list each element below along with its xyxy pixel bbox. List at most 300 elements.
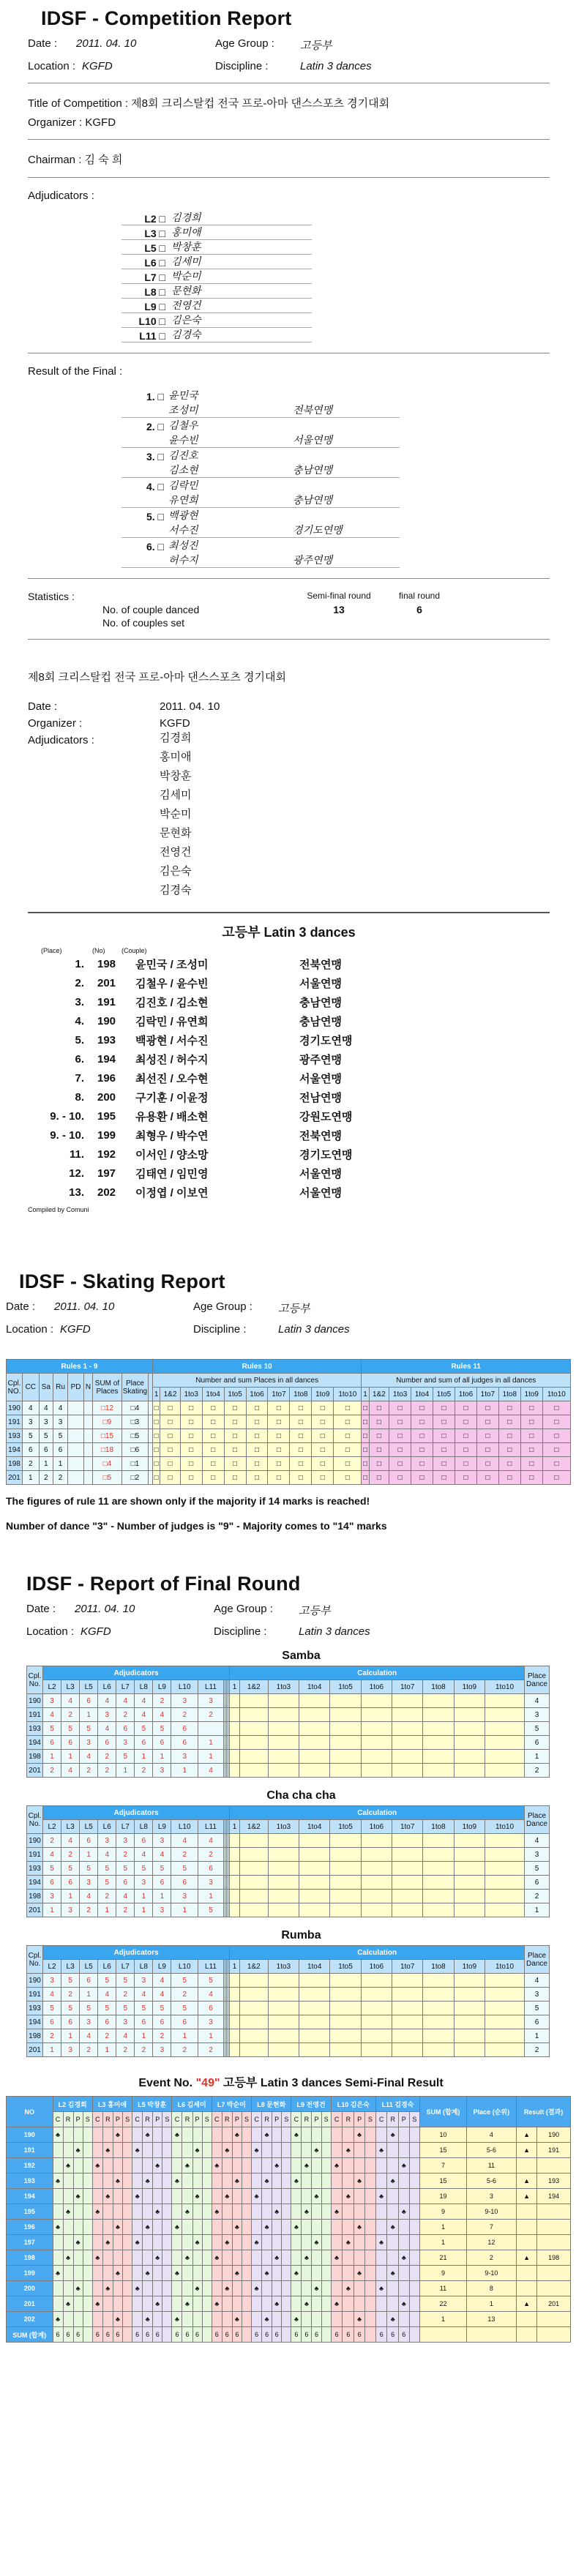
calc-col-header: 1to5 xyxy=(224,1388,246,1401)
divider xyxy=(28,578,550,579)
couple-no: 193 xyxy=(7,2174,53,2189)
mark-cell: ♣ xyxy=(73,2281,83,2296)
mark-cell xyxy=(282,2296,291,2312)
couple-no: 190 xyxy=(27,1694,43,1708)
dance-title: Samba xyxy=(282,1650,321,1662)
mark-cell xyxy=(83,2158,92,2174)
calc-cell xyxy=(239,1834,268,1848)
place-value: 5-6 xyxy=(466,2174,516,2189)
judge-mark: 3 xyxy=(80,2015,98,2029)
judge-mark: 5 xyxy=(153,1722,171,1736)
skating-age-label: Age Group : xyxy=(193,1300,253,1313)
calc-cell xyxy=(268,1736,299,1750)
judge-mark: 5 xyxy=(98,1862,116,1876)
ru-place: 1 xyxy=(53,1457,67,1471)
couple-no: 193 xyxy=(27,1862,43,1876)
rule10-cell: □ xyxy=(160,1471,180,1485)
cpl-header: Cpl. No. xyxy=(27,1806,43,1834)
result-no: 191 xyxy=(97,995,116,1008)
ru-header: Ru xyxy=(53,1374,67,1401)
mark-cell xyxy=(252,2296,262,2312)
judge-mark: 1 xyxy=(153,1890,171,1903)
calc-cell xyxy=(230,1750,240,1764)
mark-cell xyxy=(331,2189,343,2204)
lady-name: 허수지 xyxy=(168,554,198,566)
calc-cell xyxy=(330,2002,361,2015)
judge-mark: 6 xyxy=(43,1736,61,1750)
results-date-value: 2011. 04. 10 xyxy=(160,700,220,713)
rule10-cell: □ xyxy=(152,1471,160,1485)
result-couple: 이서인 / 양소망 xyxy=(135,1148,209,1161)
result-mark: ▲ xyxy=(517,2143,537,2158)
calc-cell xyxy=(361,1988,392,2002)
event-number: "49" xyxy=(195,2077,220,2089)
judge-mark: 5 xyxy=(171,2002,198,2015)
mark-cell xyxy=(212,2281,222,2296)
mark-cell xyxy=(222,2266,232,2281)
calc-cell xyxy=(268,2029,299,2043)
club-name: 경기도연맹 xyxy=(293,524,343,536)
judge-header: L9 전영건 xyxy=(291,2097,331,2112)
result-place: 4. xyxy=(75,1014,84,1027)
final-discipline-label: Discipline : xyxy=(214,1625,267,1638)
adjudicator-name: 전영건 xyxy=(171,299,201,311)
judge-header: L2 김경희 xyxy=(53,2097,92,2112)
dance-place: 2 xyxy=(525,1890,550,1903)
mark-cell xyxy=(202,2204,212,2220)
mark-cell xyxy=(92,2220,102,2235)
calc-cell xyxy=(423,1708,454,1722)
judge-mark: 5 xyxy=(98,1974,116,1988)
lady-name: 김소현 xyxy=(168,464,198,476)
adjudicator-row xyxy=(121,225,312,240)
calc-cell xyxy=(239,1974,268,1988)
calc-cell xyxy=(239,1903,268,1917)
result-no: 201 xyxy=(537,2296,571,2312)
mark-cell xyxy=(375,2174,387,2189)
mark-cell: ♣ xyxy=(192,2281,202,2296)
man-name: 윤민국 xyxy=(168,389,198,401)
discipline-value: Latin 3 dances xyxy=(300,60,372,72)
judge-mark: 2 xyxy=(116,1903,135,1917)
mark-cell xyxy=(409,2127,420,2143)
mark-cell xyxy=(398,2281,409,2296)
mark-cell xyxy=(182,2266,192,2281)
mark-cell xyxy=(262,2235,272,2250)
calc-cell xyxy=(485,2015,525,2029)
calc-cell xyxy=(423,2002,454,2015)
mark-cell xyxy=(192,2266,202,2281)
judge-mark: 6 xyxy=(135,2015,153,2029)
judge-mark: 2 xyxy=(171,1848,198,1862)
calc-cell xyxy=(330,1764,361,1778)
calc-cell xyxy=(268,1988,299,2002)
mark-cell xyxy=(172,2281,182,2296)
rule10-cell: □ xyxy=(268,1415,290,1429)
mark-cell: ♣ xyxy=(291,2127,302,2143)
mark-cell xyxy=(53,2250,63,2266)
rule11-cell: □ xyxy=(411,1429,433,1443)
mark-cell xyxy=(83,2296,92,2312)
mark-cell xyxy=(282,2235,291,2250)
couple-no: 190 xyxy=(27,1834,43,1848)
mark-cell xyxy=(365,2174,376,2189)
final-location-label: Location : xyxy=(26,1625,75,1638)
mark-cell xyxy=(113,2158,122,2174)
calc-cell xyxy=(454,1862,485,1876)
result-no: 192 xyxy=(97,1147,116,1161)
calc-cell xyxy=(299,2015,330,2029)
mark-cell xyxy=(331,2235,343,2250)
mark-cell xyxy=(83,2204,92,2220)
mark-cell xyxy=(343,2174,354,2189)
couple-no: 190 xyxy=(27,1974,43,1988)
dance-sub-header: S xyxy=(409,2112,420,2127)
mark-cell xyxy=(262,2296,272,2312)
calc-cell xyxy=(454,1890,485,1903)
judge-mark: 2 xyxy=(153,2029,171,2043)
judge-mark: 6 xyxy=(153,2015,171,2029)
mark-cell xyxy=(73,2266,83,2281)
mark-cell xyxy=(222,2174,232,2189)
mark-cell: ♣ xyxy=(212,2296,222,2312)
rule10-cell: □ xyxy=(312,1471,334,1485)
judge-mark: 6 xyxy=(80,1694,98,1708)
no-header: NO xyxy=(7,2097,53,2127)
sum-value: 9 xyxy=(420,2266,467,2281)
dance-sub-header: C xyxy=(375,2112,387,2127)
dance-place: 3 xyxy=(525,1848,550,1862)
rules10-header: Rules 10 xyxy=(152,1360,361,1374)
mark-cell xyxy=(272,2189,282,2204)
calc-cell xyxy=(299,1862,330,1876)
calc-col-header: 1to7 xyxy=(392,1680,423,1694)
mark-cell xyxy=(272,2143,282,2158)
mark-cell: ♣ xyxy=(102,2281,113,2296)
mark-cell: ♣ xyxy=(182,2250,192,2266)
calc-cell xyxy=(392,1862,423,1876)
mark-cell xyxy=(192,2158,202,2174)
mark-cell xyxy=(212,2174,222,2189)
calc-cell xyxy=(485,1848,525,1862)
adjudicator-name: 김경숙 xyxy=(171,329,201,340)
judge-mark: 3 xyxy=(153,2043,171,2057)
sum-value: 1 xyxy=(420,2312,467,2327)
mark-cell xyxy=(387,2143,399,2158)
results-rows xyxy=(28,954,550,1202)
sa-header: Sa xyxy=(39,1374,53,1401)
mark-cell xyxy=(343,2204,354,2220)
total-value: 6 xyxy=(182,2327,192,2343)
dance-sub-header: C xyxy=(53,2112,63,2127)
adjudicators-label: Adjudicators : xyxy=(28,190,94,202)
mark-cell: ♣ xyxy=(132,2281,143,2296)
mark-cell xyxy=(291,2204,302,2220)
mark-cell: ♣ xyxy=(113,2127,122,2143)
total-blank xyxy=(466,2327,516,2343)
total-value: 6 xyxy=(192,2327,202,2343)
judge-mark: 3 xyxy=(153,1834,171,1848)
calc-cell xyxy=(423,1988,454,2002)
mark-cell xyxy=(302,2220,312,2235)
sum-places: □9 xyxy=(92,1415,121,1429)
rule11-cell: □ xyxy=(476,1443,498,1457)
mark-cell xyxy=(387,2235,399,2250)
result-row xyxy=(28,973,550,992)
mark-cell xyxy=(375,2250,387,2266)
judge-code: L10 xyxy=(171,1680,198,1694)
results-title: 제8회 크리스탈컵 전국 프로-아마 댄스스포츠 경기대회 xyxy=(28,671,286,684)
mark-cell xyxy=(143,2281,153,2296)
rule11-cell: □ xyxy=(411,1401,433,1415)
calc-col-header: 1to10 xyxy=(334,1388,362,1401)
dance-sub-header: S xyxy=(282,2112,291,2127)
man-name: 백광현 xyxy=(168,509,198,521)
mark-cell xyxy=(365,2312,376,2327)
judge-mark: 5 xyxy=(153,1862,171,1876)
mark-cell xyxy=(321,2266,331,2281)
skating-table xyxy=(6,1359,571,1485)
dance-sub-header: C xyxy=(331,2112,343,2127)
adjudicator-name: 김세미 xyxy=(171,255,201,267)
calc-cell xyxy=(361,2015,392,2029)
judge-mark: 6 xyxy=(171,1876,198,1890)
mark-cell xyxy=(331,2127,343,2143)
sum-value: 10 xyxy=(420,2127,467,2143)
mark-cell xyxy=(409,2235,420,2250)
calc-cell xyxy=(268,1862,299,1876)
couple-no: 193 xyxy=(27,1722,43,1736)
mark-cell xyxy=(354,2235,365,2250)
judge-mark: 2 xyxy=(198,1848,224,1862)
skating-date: 2011. 04. 10 xyxy=(54,1300,115,1313)
competition-title: 제8회 크리스탈컵 전국 프로-아마 댄스스포츠 경기대회 xyxy=(131,97,390,110)
mark-cell xyxy=(153,2127,162,2143)
mark-cell: ♣ xyxy=(302,2158,312,2174)
calc-col-header: 1to9 xyxy=(454,1960,485,1974)
mark-cell xyxy=(202,2158,212,2174)
rule11-cell: □ xyxy=(433,1443,455,1457)
mark-cell xyxy=(365,2204,376,2220)
calc-col-header: 1to10 xyxy=(485,1960,525,1974)
result-no: 197 xyxy=(97,1167,116,1180)
mark-cell xyxy=(202,2250,212,2266)
judge-mark: 4 xyxy=(43,1848,61,1862)
mark-cell xyxy=(73,2296,83,2312)
couple-no: 200 xyxy=(7,2281,53,2296)
result-no: 194 xyxy=(97,1052,116,1066)
judge-mark: 1 xyxy=(171,2029,198,2043)
judge-mark: 4 xyxy=(98,1848,116,1862)
dance-table xyxy=(26,1666,550,1778)
place-skating: □5 xyxy=(121,1429,148,1443)
mark-cell xyxy=(132,2158,143,2174)
mark-cell xyxy=(153,2281,162,2296)
mark-cell xyxy=(365,2127,376,2143)
mark-cell xyxy=(354,2296,365,2312)
judge-mark: 6 xyxy=(116,1876,135,1890)
adjudicator-name: 김세미 xyxy=(160,789,192,801)
calc-cell xyxy=(423,2043,454,2057)
adjudicator-row xyxy=(121,269,312,284)
rule11-cell: □ xyxy=(520,1429,542,1443)
calc-cell xyxy=(454,2029,485,2043)
mark-cell xyxy=(302,2189,312,2204)
mark-cell xyxy=(354,2158,365,2174)
judge-mark: 2 xyxy=(171,1988,198,2002)
judge-mark: 5 xyxy=(135,1862,153,1876)
total-blank xyxy=(123,2327,132,2343)
mark-cell xyxy=(92,2189,102,2204)
skating-meta-1 xyxy=(6,1300,576,1316)
total-blank xyxy=(537,2327,571,2343)
rule11-cell: □ xyxy=(369,1443,389,1457)
judge-header: L10 김은숙 xyxy=(331,2097,375,2112)
sum-value: 9 xyxy=(420,2204,467,2220)
judge-mark: 2 xyxy=(198,2043,224,2057)
calc-cell xyxy=(299,1722,330,1736)
mark-cell: ♣ xyxy=(132,2189,143,2204)
compiled-by: Compiled by Comuni xyxy=(28,1206,89,1213)
rule11-cell: □ xyxy=(362,1401,369,1415)
calc-cell xyxy=(268,1903,299,1917)
mark-cell xyxy=(409,2250,420,2266)
n-place xyxy=(83,1415,92,1429)
rule11-cell: □ xyxy=(362,1457,369,1471)
mark-cell xyxy=(321,2143,331,2158)
dance-sub-header: P xyxy=(398,2112,409,2127)
mark-cell xyxy=(409,2296,420,2312)
calc-cell xyxy=(239,1708,268,1722)
mark-cell: ♣ xyxy=(113,2312,122,2327)
judge-mark: 4 xyxy=(135,1988,153,2002)
couples-set-label: No. of couples set xyxy=(102,617,185,629)
mark-cell xyxy=(63,2143,73,2158)
skating-location-label: Location : xyxy=(6,1323,54,1336)
col-place: (Place) xyxy=(41,947,62,954)
rule11-cell: □ xyxy=(520,1443,542,1457)
mark-cell xyxy=(73,2127,83,2143)
calc-col-header: 1to9 xyxy=(454,1680,485,1694)
judge-mark: 3 xyxy=(153,1764,171,1778)
final-place: 5. □ xyxy=(146,511,164,523)
place-skating: □4 xyxy=(121,1401,148,1415)
lady-name: 유연희 xyxy=(168,494,198,506)
mark-cell xyxy=(63,2127,73,2143)
calc-cell xyxy=(392,1890,423,1903)
result-place: 6. xyxy=(75,1052,84,1066)
cc-place: 1 xyxy=(23,1471,40,1485)
total-value: 6 xyxy=(113,2327,122,2343)
event-title xyxy=(6,2073,576,2090)
result-club: 경기도연맹 xyxy=(299,1034,353,1047)
judge-code: L3 xyxy=(61,1960,80,1974)
judge-code: L2 xyxy=(43,1680,61,1694)
calc-col-header: 1&2 xyxy=(239,1960,268,1974)
mark-cell xyxy=(73,2158,83,2174)
mark-cell xyxy=(113,2235,122,2250)
mark-cell xyxy=(242,2312,251,2327)
competition-report xyxy=(0,0,576,640)
calc-cell xyxy=(392,2043,423,2057)
final-round-header: final round xyxy=(398,591,441,601)
judge-header: L11 김경숙 xyxy=(375,2097,419,2112)
calc-cell xyxy=(239,1694,268,1708)
cc-place: 6 xyxy=(23,1443,40,1457)
rule10-cell: □ xyxy=(152,1457,160,1471)
mark-cell: ♣ xyxy=(262,2220,272,2235)
calc-cell xyxy=(423,1834,454,1848)
rule10-cell: □ xyxy=(268,1471,290,1485)
judge-mark: 6 xyxy=(61,2015,80,2029)
final-result-man xyxy=(121,538,400,553)
mark-cell: ♣ xyxy=(172,2312,182,2327)
mark-cell xyxy=(282,2174,291,2189)
mark-cell xyxy=(398,2235,409,2250)
mark-cell xyxy=(398,2127,409,2143)
mark-cell xyxy=(92,2127,102,2143)
adjudicator-name: 김경숙 xyxy=(160,884,192,896)
couple-no: 195 xyxy=(7,2204,53,2220)
judge-mark: 1 xyxy=(135,1890,153,1903)
mark-cell: ♣ xyxy=(262,2174,272,2189)
result-no: 198 xyxy=(97,957,116,970)
mark-cell: ♣ xyxy=(92,2296,102,2312)
calc-cell xyxy=(299,1974,330,1988)
judge-mark: 4 xyxy=(61,1834,80,1848)
mark-cell: ♣ xyxy=(132,2143,143,2158)
mark-cell xyxy=(302,2143,312,2158)
calc-col-header: 1to7 xyxy=(476,1388,498,1401)
sum-value: 1 xyxy=(420,2235,467,2250)
judge-mark: 3 xyxy=(43,1694,61,1708)
chairman-line xyxy=(28,151,550,167)
sum-value: 15 xyxy=(420,2174,467,2189)
mark-cell xyxy=(73,2204,83,2220)
calc-cell xyxy=(230,2043,240,2057)
place-skating: □1 xyxy=(121,1457,148,1471)
result-club: 서울연맹 xyxy=(299,977,342,990)
sum-places: □5 xyxy=(92,1471,121,1485)
judge-mark: 4 xyxy=(198,1764,224,1778)
mark-cell xyxy=(102,2266,113,2281)
result-no: 190 xyxy=(97,1014,116,1027)
mark-cell xyxy=(312,2220,321,2235)
judge-mark: 5 xyxy=(43,1722,61,1736)
mark-cell xyxy=(172,2250,182,2266)
calc-cell xyxy=(330,1862,361,1876)
calc-col-header: 1to5 xyxy=(330,1680,361,1694)
calc-cell xyxy=(330,1848,361,1862)
mark-cell: ♣ xyxy=(375,2281,387,2296)
mark-cell xyxy=(123,2296,132,2312)
calc-cell xyxy=(423,1974,454,1988)
mark-cell xyxy=(302,2235,312,2250)
mark-cell xyxy=(375,2312,387,2327)
mark-cell: ♣ xyxy=(232,2127,242,2143)
rule10-cell: □ xyxy=(202,1457,224,1471)
judge-mark: 3 xyxy=(61,2043,80,2057)
calc-cell xyxy=(330,1876,361,1890)
result-club: 경기도연맹 xyxy=(299,1148,353,1161)
mark-cell xyxy=(143,2158,153,2174)
couple-no: 191 xyxy=(27,1988,43,2002)
mark-cell xyxy=(92,2235,102,2250)
mark-cell: ♣ xyxy=(272,2296,282,2312)
mark-cell: ♣ xyxy=(53,2127,63,2143)
rule10-cell: □ xyxy=(312,1415,334,1429)
calc-cell xyxy=(230,1876,240,1890)
